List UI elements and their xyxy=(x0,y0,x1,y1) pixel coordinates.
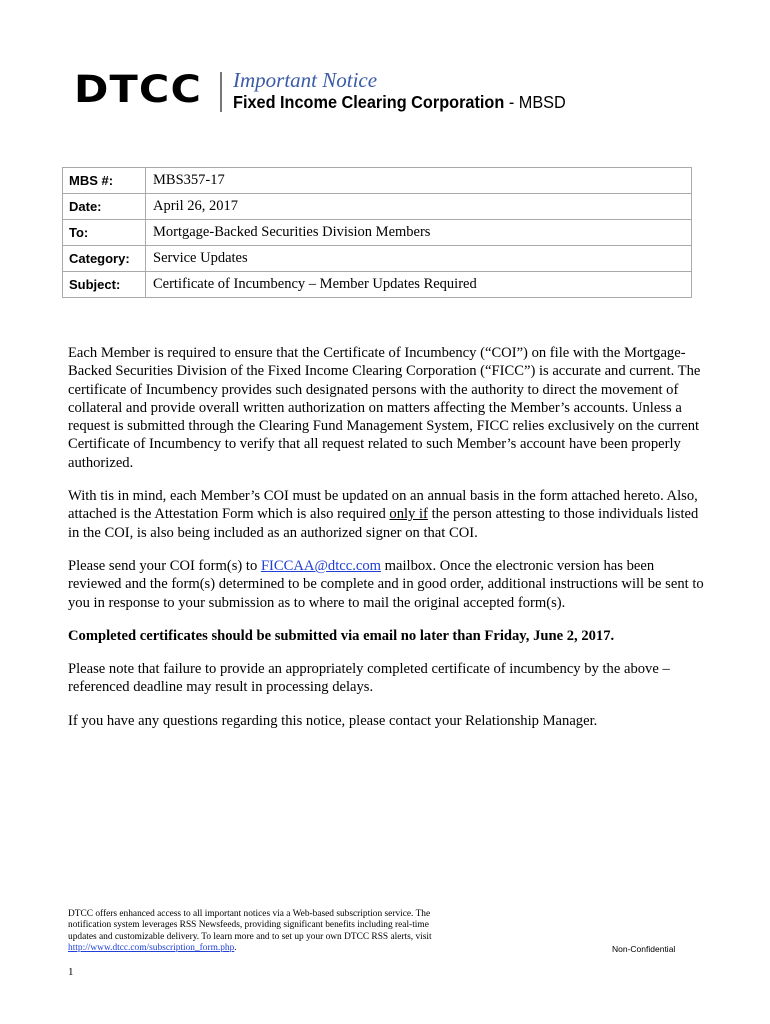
notice-info-table xyxy=(62,167,692,298)
to-value: Mortgage-Backed Securities Division Members xyxy=(146,220,692,246)
subtitle-organization: Fixed Income Clearing Corporation xyxy=(233,92,505,112)
paragraph-text: the person attesting to those individuals listed in the COI, is also being included as an authorized signer on that COI. xyxy=(68,506,699,541)
classification-label: Non-Confidential xyxy=(612,944,676,954)
emphasis-only-if: only if xyxy=(389,506,428,523)
email-link[interactable]: FICCAA@dtcc.com xyxy=(260,557,381,574)
subscription-footnote xyxy=(68,909,448,954)
notice-body xyxy=(68,344,708,745)
date-label: Date: xyxy=(63,194,146,220)
table-row xyxy=(63,246,692,272)
table-row xyxy=(63,168,692,194)
paragraph-text: Please send your COI form(s) to xyxy=(68,557,261,574)
logo-text: DTCC xyxy=(74,68,202,111)
paragraph-submission xyxy=(68,557,708,612)
paragraph-annual-update xyxy=(68,487,708,542)
mbs-number-label: MBS #: xyxy=(63,168,146,194)
mbs-number-value: MBS357-17 xyxy=(146,168,692,194)
subject-label: Subject: xyxy=(63,272,146,298)
subtitle-division: - MBSD xyxy=(504,92,566,112)
paragraph-contact: If you have any questions regarding this notice, please contact your Relationship Manager. xyxy=(68,712,598,729)
paragraph-coi-requirement: Each Member is required to ensure that the Certificate of Incumbency (“COI”) on file with the Mortgage-Backed Securities Division of the Fixed Income Clearing Corporation (“FICC”) is accurate and current. The certificate of Incumbency provides such designated persons with the authority to direct the movement of collateral and provide overall written authorization on matters affecting the Member’s accounts. Unless a request is submitted through the Clearing Fund Management System, FICC relies exclusively on the current Certificate of Incumbency to verify that all request related to such Member’s account have been properly authorized. xyxy=(68,345,701,471)
to-label: To: xyxy=(63,220,146,246)
paragraph-text: With tis in mind, each Member’s COI must be updated on an annual basis in the form attached hereto. Also, attached is the Attestation Form which is also required xyxy=(68,488,698,523)
footnote-text: . xyxy=(234,942,237,953)
table-row xyxy=(63,194,692,220)
paragraph-deadline: Completed certificates should be submitted via email no later than Friday, June 2, 2017. xyxy=(68,627,615,644)
header-divider xyxy=(220,72,222,112)
page-number: 1 xyxy=(68,966,74,978)
table-row xyxy=(63,220,692,246)
category-label: Category: xyxy=(63,246,146,272)
notice-title: Important Notice xyxy=(233,68,378,92)
footnote-text: DTCC offers enhanced access to all important notices via a Web-based subscription service. The notification system leverages RSS Newsfeeds, providing significant benefits including real-time updates and customizable delivery. To learn more and to set up your own DTCC RSS alerts, visit xyxy=(68,909,432,942)
category-value: Service Updates xyxy=(146,246,692,272)
notice-subtitle xyxy=(233,92,566,113)
subscription-link[interactable]: http://www.dtcc.com/subscription_form.php xyxy=(68,942,235,953)
paragraph-failure-note: Please note that failure to provide an appropriately completed certificate of incumbency by the above – referenced deadline may result in processing delays. xyxy=(68,661,670,696)
table-row xyxy=(63,272,692,298)
date-value: April 26, 2017 xyxy=(146,194,692,220)
dtcc-logo xyxy=(74,68,202,111)
paragraph-text: mailbox. Once the electronic version has been reviewed and the form(s) determined to be complete and in good order, additional instructions will be sent to you in response to your submission as to where to mail the original accepted form(s). xyxy=(68,557,704,611)
subject-value: Certificate of Incumbency – Member Updates Required xyxy=(146,272,692,298)
